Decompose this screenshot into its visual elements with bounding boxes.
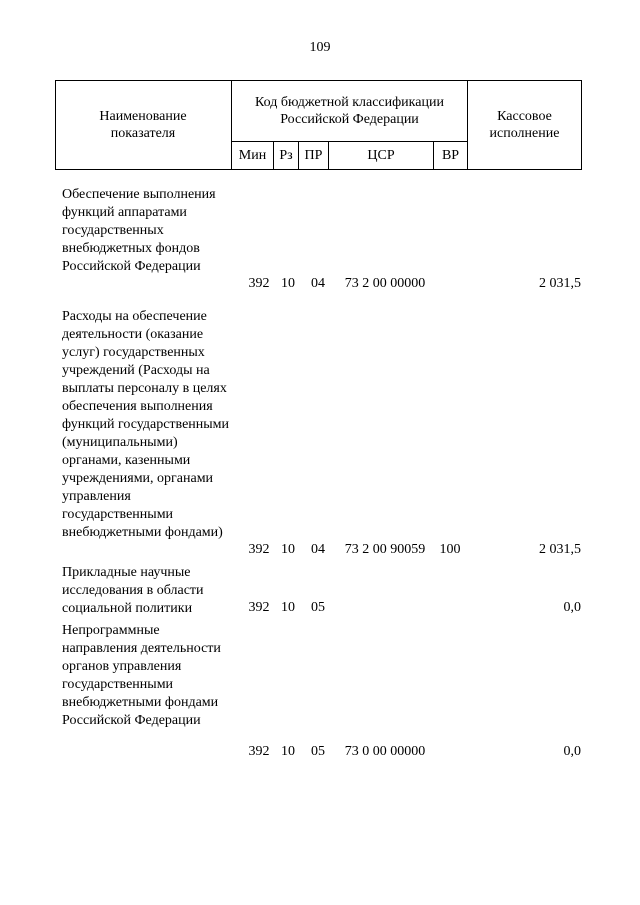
table-row xyxy=(0,308,640,560)
header-csr: ЦСР xyxy=(367,148,395,163)
row-name: Прикладные научные исследования в области социальной политики xyxy=(62,565,204,616)
row-amount: 2 031,5 xyxy=(539,542,581,557)
row-name: Непрограммные направления деятельности органов управления государственными внебюджетными фондами Российской Федерации xyxy=(62,623,221,728)
page-number: 109 xyxy=(309,40,331,55)
row-min: 392 xyxy=(248,600,270,615)
header-name-col: Наименование показателя xyxy=(99,109,187,141)
header-pr: ПР xyxy=(304,148,323,163)
row-csr: 73 0 00 00000 xyxy=(344,744,426,759)
row-amount: 2 031,5 xyxy=(539,276,581,291)
row-min: 392 xyxy=(248,276,270,291)
header-vr: ВР xyxy=(441,148,460,163)
row-name: Обеспечение выполнения функций аппаратами государственных внебюджетных фондов Российской Федерации xyxy=(62,187,216,274)
header-rz: Рз xyxy=(279,148,293,163)
row-pr: 05 xyxy=(311,744,325,759)
row-rz: 10 xyxy=(281,744,295,759)
row-csr: 73 2 00 00000 xyxy=(344,276,426,291)
row-amount: 0,0 xyxy=(563,744,581,759)
header-min: Мин xyxy=(238,148,267,163)
row-pr: 05 xyxy=(311,600,325,615)
row-name: Расходы на обеспечение деятельности (оказание услуг) государственных учреждений (Расходы на выплаты персоналу в целях обеспечения выполнения функций государственными (муниципальными) органами, казенными учреждениями, органами управления государственными внебюджетными фондами) xyxy=(62,309,230,540)
row-rz: 10 xyxy=(281,542,295,557)
table-header xyxy=(55,80,582,170)
row-min: 392 xyxy=(248,542,270,557)
header-code-group: Код бюджетной классификации Российской Федерации xyxy=(255,95,444,127)
table-row xyxy=(0,564,640,618)
header-amount-col: Кассовое исполнение xyxy=(489,109,560,141)
row-amount: 0,0 xyxy=(563,600,581,615)
table-row xyxy=(0,622,640,766)
row-rz: 10 xyxy=(281,276,295,291)
row-vr: 100 xyxy=(439,542,461,557)
row-pr: 04 xyxy=(311,542,325,557)
table-row xyxy=(0,186,640,294)
row-rz: 10 xyxy=(281,600,295,615)
row-min: 392 xyxy=(248,744,270,759)
row-pr: 04 xyxy=(311,276,325,291)
row-csr: 73 2 00 90059 xyxy=(344,542,426,557)
